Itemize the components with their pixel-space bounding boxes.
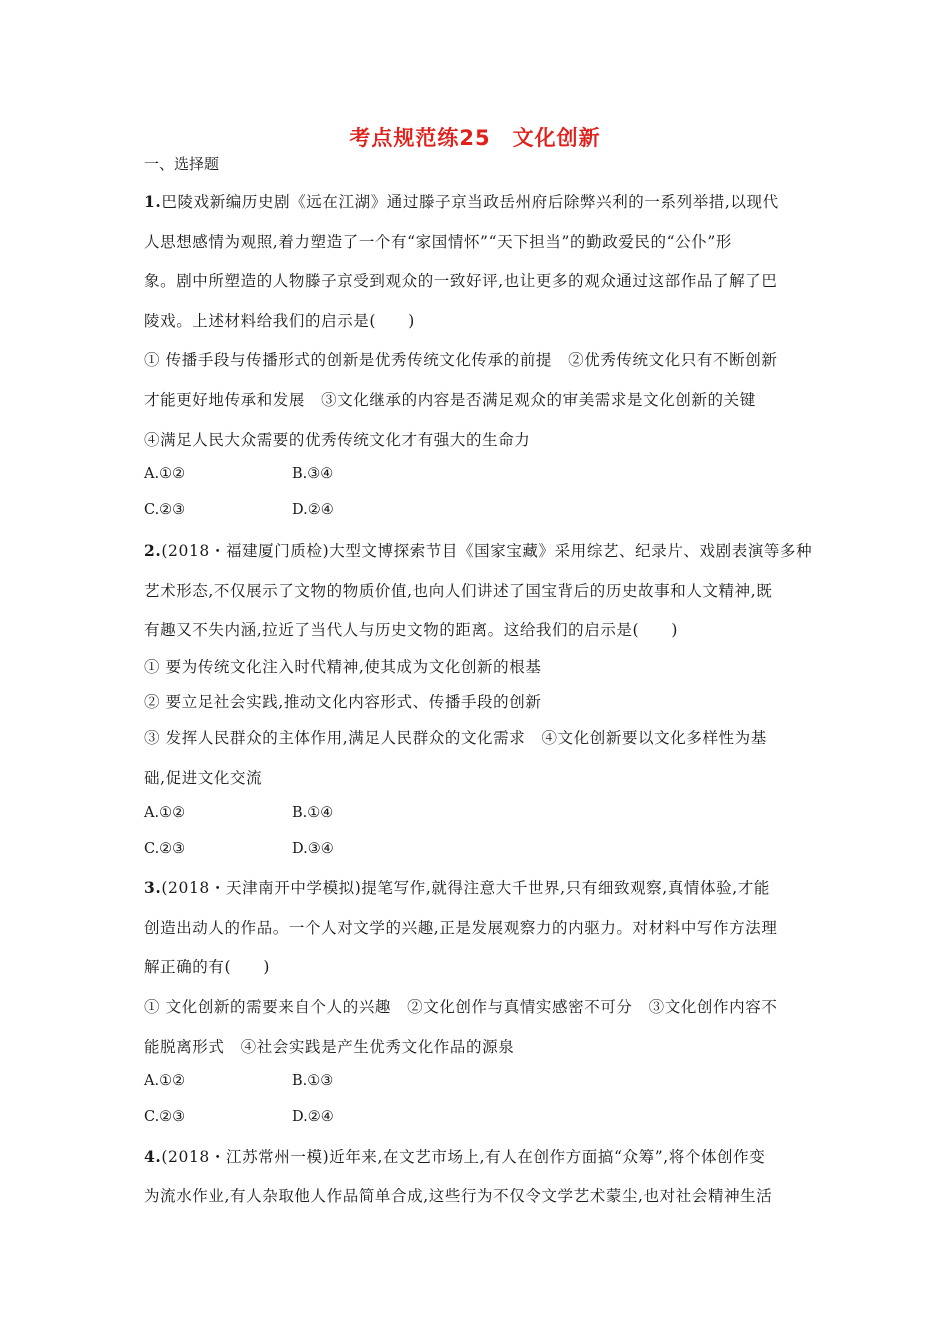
question-2-statement-1: ① 要为传统文化注入时代精神,使其成为文化创新的根基 bbox=[144, 658, 542, 676]
page-title: 考点规范练25 文化创新 bbox=[349, 126, 601, 150]
question-4-line-2: 为流水作业,有人杂取他人作品简单合成,这些行为不仅令文学艺术蒙尘,也对社会精神生活 bbox=[144, 1187, 773, 1205]
section-heading: 一、选择题 bbox=[144, 155, 220, 173]
question-1-number: 1. bbox=[144, 192, 162, 211]
question-3-statement-line-1: ① 文化创新的需要来自个人的兴趣 ②文化创作与真情实感密不可分 ③文化创作内容不 bbox=[144, 998, 778, 1016]
question-3-number: 3. bbox=[144, 878, 162, 897]
question-3-line-1: 3.(2018・天津南开中学模拟)提笔写作,就得注意大千世界,只有细致观察,真情体验,才能 bbox=[144, 878, 770, 897]
question-1-option-d[interactable]: D.②④ bbox=[292, 502, 334, 518]
question-3-option-a[interactable]: A.①② bbox=[144, 1073, 186, 1089]
question-3-statement-line-2: 能脱离形式 ④社会实践是产生优秀文化作品的源泉 bbox=[144, 1038, 515, 1056]
question-2-line-3: 有趣又不失内涵,拉近了当代人与历史文物的距离。这给我们的启示是( ) bbox=[144, 621, 679, 639]
question-1-line-2: 人思想感情为观照,着力塑造了一个有“家国情怀”“天下担当”的勤政爱民的“公仆”形 bbox=[144, 233, 732, 251]
question-2-option-b[interactable]: B.①④ bbox=[292, 805, 334, 821]
question-3-line-2: 创造出动人的作品。一个人对文学的兴趣,正是发展观察力的内驱力。对材料中写作方法理 bbox=[144, 919, 778, 937]
question-3-option-c[interactable]: C.②③ bbox=[144, 1109, 186, 1125]
question-1-option-a[interactable]: A.①② bbox=[144, 466, 186, 482]
question-4-number: 4. bbox=[144, 1147, 162, 1166]
question-1-line-1: 1.巴陵戏新编历史剧《远在江湖》通过滕子京当政岳州府后除弊兴利的一系列举措,以现代 bbox=[144, 192, 779, 211]
question-2-statement-2: ② 要立足社会实践,推动文化内容形式、传播手段的创新 bbox=[144, 693, 542, 711]
question-1-option-b[interactable]: B.③④ bbox=[292, 466, 334, 482]
question-1-statement-line-2: 才能更好地传承和发展 ③文化继承的内容是否满足观众的审美需求是文化创新的关键 bbox=[144, 391, 756, 409]
question-1-line-3: 象。剧中所塑造的人物滕子京受到观众的一致好评,也让更多的观众通过这部作品了解了巴 bbox=[144, 272, 778, 290]
question-2-option-a[interactable]: A.①② bbox=[144, 805, 186, 821]
question-1-line-4: 陵戏。上述材料给我们的启示是( ) bbox=[144, 312, 415, 330]
question-2-statement-4: 础,促进文化交流 bbox=[144, 769, 263, 787]
question-4-line-1: 4.(2018・江苏常州一模)近年来,在文艺市场上,有人在创作方面搞“众筹”,将个体创作变 bbox=[144, 1147, 766, 1166]
question-3-option-b[interactable]: B.①③ bbox=[292, 1073, 334, 1089]
question-2-statement-3: ③ 发挥人民群众的主体作用,满足人民群众的文化需求 ④文化创新要以文化多样性为基 bbox=[144, 729, 767, 747]
question-1-statement-line-3: ④满足人民大众需要的优秀传统文化才有强大的生命力 bbox=[144, 431, 531, 449]
question-2-number: 2. bbox=[144, 541, 162, 560]
question-1-statement-line-1: ① 传播手段与传播形式的创新是优秀传统文化传承的前提 ②优秀传统文化只有不断创新 bbox=[144, 351, 778, 369]
question-2-option-c[interactable]: C.②③ bbox=[144, 841, 186, 857]
question-1-option-c[interactable]: C.②③ bbox=[144, 502, 186, 518]
question-3-option-d[interactable]: D.②④ bbox=[292, 1109, 334, 1125]
question-3-line-3: 解正确的有( ) bbox=[144, 958, 270, 976]
question-2-option-d[interactable]: D.③④ bbox=[292, 841, 334, 857]
question-2-line-2: 艺术形态,不仅展示了文物的物质价值,也向人们讲述了国宝背后的历史故事和人文精神,既 bbox=[144, 582, 773, 600]
question-2-line-1: 2.(2018・福建厦门质检)大型文博探索节目《国家宝藏》采用综艺、纪录片、戏剧表演等多种 bbox=[144, 541, 813, 560]
